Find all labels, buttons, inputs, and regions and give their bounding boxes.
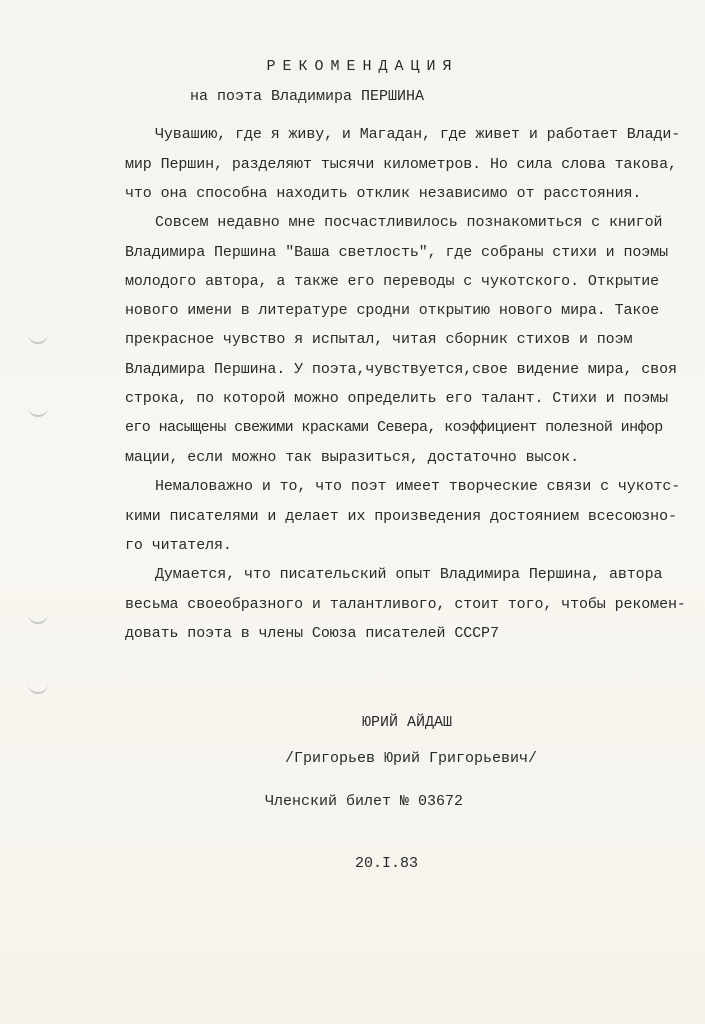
- body-line: Совсем недавно мне посчастливилось познакомиться с книгой: [155, 214, 663, 231]
- body-line: Немаловажно и то, что поэт имеет творческие связи с чукотс-: [155, 478, 681, 495]
- body-line: Чувашию, где я живу, и Магадан, где живет и работает Влади-: [155, 126, 681, 143]
- body-line: весьма своеобразного и талантливого, стоит того, чтобы рекомен-: [125, 596, 686, 613]
- document-title: РЕКОМЕНДАЦИЯ: [266, 58, 459, 75]
- signature-full-name: /Григорьев Юрий Григорьевич/: [285, 750, 538, 767]
- body-line: что она способна находить отклик независимо от расстояния.: [125, 185, 642, 202]
- body-line: строка, по которой можно определить его талант. Стихи и поэмы: [125, 390, 668, 407]
- body-line: Владимира Першина. У поэта,чувствуется,свое видение мира, своя: [125, 361, 677, 378]
- body-line: мации, если можно так выразиться, достаточно высок.: [125, 449, 579, 466]
- body-line: Владимира Першина "Ваша светлость", где собраны стихи и поэмы: [125, 244, 668, 261]
- body-line: прекрасное чувство я испытал, читая сборник стихов и поэм: [125, 331, 633, 348]
- body-line: мир Першин, разделяют тысячи километров. Но сила слова такова,: [125, 156, 677, 173]
- body-line: его насыщены свежими красками Севера, коэффициент полезной инфор: [125, 419, 663, 436]
- body-line: нового имени в литературе сродни открытию нового мира. Такое: [125, 302, 660, 319]
- document-subtitle: на поэта Владимира ПЕРШИНА: [190, 88, 425, 105]
- signature-name: ЮРИЙ АЙДАШ: [362, 714, 453, 731]
- body-line: кими писателями и делает их произведения достоянием всесоюзно-: [125, 508, 677, 525]
- body-line: Думается, что писательский опыт Владимира Першина, автора: [155, 566, 663, 583]
- document-date: 20.I.83: [355, 855, 419, 872]
- membership-card-number: Членский билет № 03672: [265, 793, 464, 810]
- body-line: го читателя.: [125, 537, 232, 554]
- body-line: молодого автора, а также его переводы с чукотского. Открытие: [125, 273, 660, 290]
- body-line: довать поэта в члены Союза писателей СССР7: [125, 625, 499, 642]
